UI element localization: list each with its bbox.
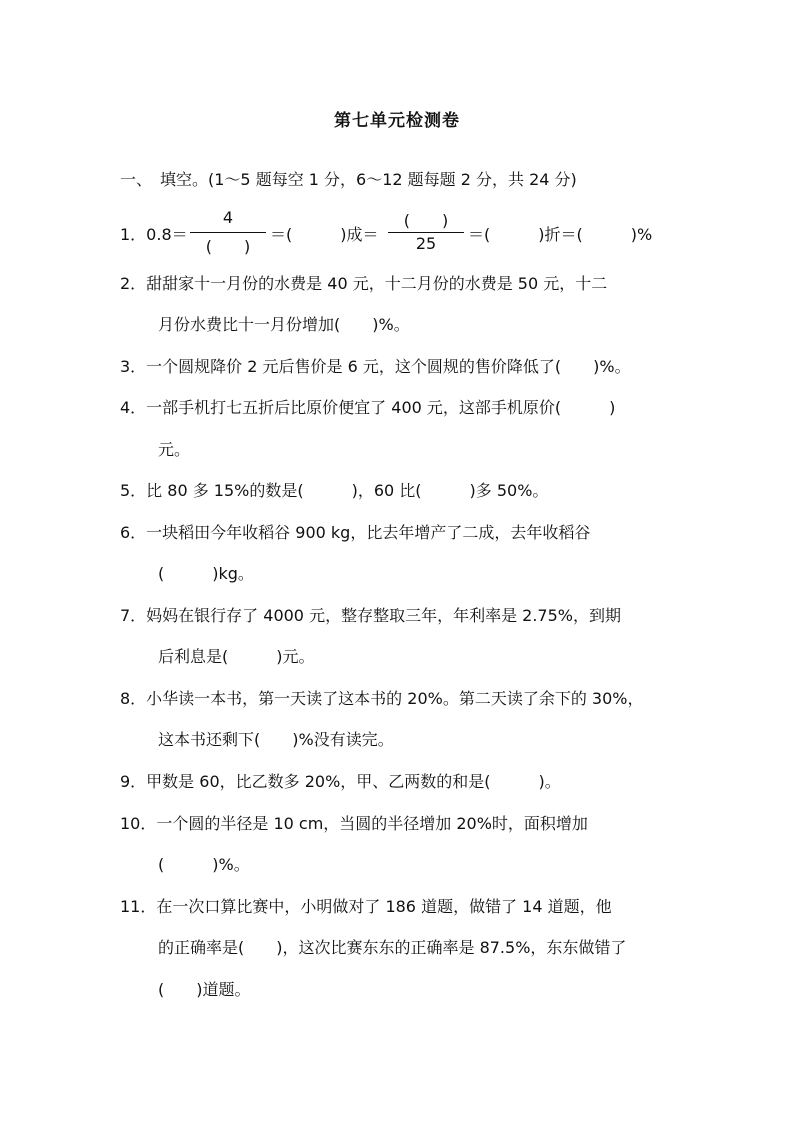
q1-fraction-2-denominator: 25 <box>415 234 437 253</box>
question-1 <box>120 206 680 258</box>
question-5-line-1: 5．比 80 多 15%的数是( )，60 比( )多 50%。 <box>120 481 549 500</box>
question-7-line-2: 后利息是( )元。 <box>158 647 315 666</box>
question-11-line-2: 的正确率是( )，这次比赛东东的正确率是 87.5%，东东做错了 <box>158 938 627 957</box>
question-8-line-2: 这本书还剩下( )%没有读完。 <box>158 730 394 749</box>
question-8-line-1: 8．小华读一本书，第一天读了这本书的 20%。第二天读了余下的 30%， <box>120 689 644 708</box>
q1-fraction-2 <box>388 208 464 258</box>
question-10-line-2: ( )%。 <box>158 855 250 874</box>
question-4-line-2: 元。 <box>158 440 191 459</box>
question-10-line-1: 10．一个圆的半径是 10 cm，当圆的半径增加 20%时，面积增加 <box>120 814 588 833</box>
question-9-line-1: 9．甲数是 60，比乙数多 20%，甲、乙两数的和是( )。 <box>120 772 561 791</box>
q1-fraction-1-numerator: 4 <box>222 208 234 227</box>
q1-fraction-1 <box>190 208 266 258</box>
q1-end: ＝( )折＝( )% <box>468 225 653 244</box>
q1-fraction-1-denominator: ( ) <box>205 237 251 256</box>
question-2-line-1: 2．甜甜家十一月份的水费是 40 元，十二月份的水费是 50 元，十二 <box>120 274 608 293</box>
question-11-line-1: 11．在一次口算比赛中，小明做对了 186 道题，做错了 14 道题，他 <box>120 897 612 916</box>
q1-fraction-2-numerator: ( ) <box>403 211 449 230</box>
fraction-bar <box>190 232 266 233</box>
q1-prefix: 1．0.8＝ <box>120 225 188 244</box>
fraction-bar <box>388 232 464 233</box>
question-7-line-1: 7．妈妈在银行存了 4000 元，整存整取三年，年利率是 2.75%，到期 <box>120 606 621 625</box>
question-2-line-2: 月份水费比十一月份增加( )%。 <box>158 315 410 334</box>
q1-middle: ＝( )成＝ <box>270 225 379 244</box>
question-4-line-1: 4．一部手机打七五折后比原价便宜了 400 元，这部手机原价( ) <box>120 398 616 417</box>
question-3-line-1: 3．一个圆规降价 2 元后售价是 6 元，这个圆规的售价降低了( )%。 <box>120 357 631 376</box>
question-6-line-1: 6．一块稻田今年收稻谷 900 kg，比去年增产了二成，去年收稻谷 <box>120 523 591 542</box>
section-heading: 一、 填空。(1～5 题每空 1 分，6～12 题每题 2 分，共 24 分) <box>120 170 577 189</box>
page-title: 第七单元检测卷 <box>334 111 460 131</box>
question-6-line-2: ( )kg。 <box>158 564 254 583</box>
question-11-line-3: ( )道题。 <box>158 980 251 999</box>
